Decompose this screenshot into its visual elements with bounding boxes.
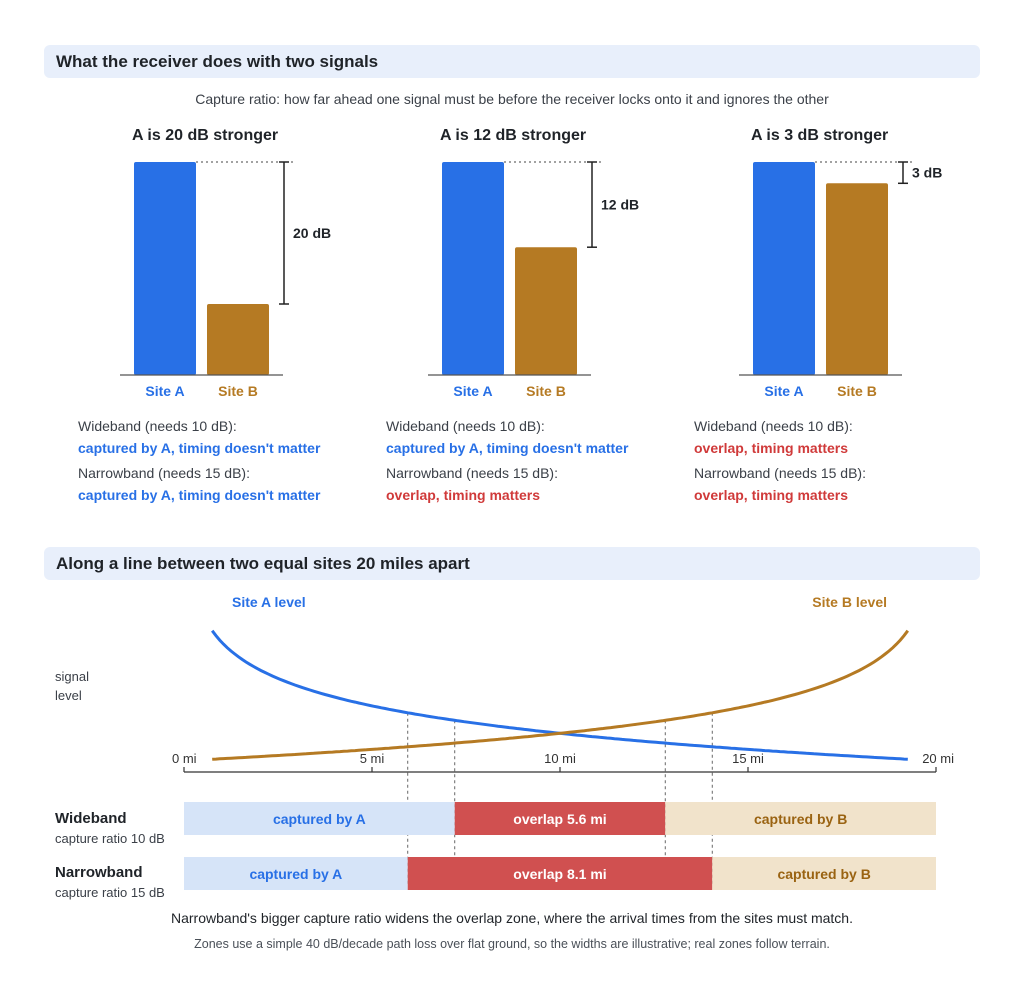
site-a-bar [134,162,196,375]
capture-ratio-subtitle: Capture ratio: how far ahead one signal must be before the receiver locks onto it and ignores the other [195,91,829,107]
site-b-label: Site B [218,383,258,399]
y-axis-label-line2: level [55,688,82,703]
zone-label: captured by B [777,866,871,882]
x-tick-label: 0 mi [172,751,197,766]
zone-label: captured by B [753,811,848,827]
band-name-narrowband: Narrowband [55,864,143,881]
wideband-result: overlap, timing matters [694,440,849,456]
site-b-bar [515,247,577,375]
site-b-level-line [212,631,908,760]
panel-bar-chart [120,150,360,410]
signal-level-chart [0,585,1024,905]
wideband-result: captured by A, timing doesn't matter [78,440,321,456]
footnote-illustrative: Zones use a simple 40 dB/decade path loss over flat ground, so the widths are illustrative; real zones follow terrain. [194,937,830,951]
section-header-line [44,547,980,580]
difference-label: 12 dB [601,196,640,213]
zone-label: captured by A [249,866,343,882]
site-a-label: Site A [764,383,804,399]
panel-bar-chart [428,150,668,410]
site-b-level-label: Site B level [812,594,887,610]
site-b-label: Site B [526,383,566,399]
site-a-bar [753,162,815,375]
x-tick-label: 5 mi [359,751,385,766]
zone-label: overlap 5.6 mi [513,811,607,827]
narrowband-label: Narrowband (needs 15 dB): [694,465,866,481]
site-a-bar [442,162,504,375]
panel-bar-chart [739,150,979,410]
band-sub-wideband: capture ratio 10 dB [55,831,165,846]
band-sub-narrowband: capture ratio 15 dB [55,885,165,900]
wideband-result: captured by A, timing doesn't matter [386,440,629,456]
narrowband-label: Narrowband (needs 15 dB): [78,465,250,481]
x-tick-label: 15 mi [732,751,764,766]
narrowband-label: Narrowband (needs 15 dB): [386,465,558,481]
wideband-label: Wideband (needs 10 dB): [78,418,237,434]
narrowband-result: overlap, timing matters [694,487,849,503]
narrowband-result: overlap, timing matters [386,487,541,503]
wideband-label: Wideband (needs 10 dB): [386,418,545,434]
difference-label: 20 dB [293,225,332,241]
x-tick-label: 20 mi [922,751,954,766]
site-b-label: Site B [837,383,877,399]
footnote-overlap: Narrowband's bigger capture ratio widens the overlap zone, where the arrival times from the sites must match. [171,910,853,926]
site-b-bar [826,183,888,375]
site-a-level-line [212,631,908,760]
site-b-bar [207,304,269,375]
section-title-line: Along a line between two equal sites 20 miles apart [56,554,470,573]
x-tick-label: 10 mi [544,751,576,766]
section-header-receiver [44,45,980,78]
site-a-level-label: Site A level [232,594,306,610]
panel-title: A is 12 dB stronger [440,127,587,144]
panel-title: A is 3 dB stronger [751,127,889,144]
difference-label: 3 dB [912,164,943,181]
narrowband-result: captured by A, timing doesn't matter [78,487,321,503]
panel-title: A is 20 dB stronger [132,127,279,144]
site-a-label: Site A [145,383,185,399]
band-name-wideband: Wideband [55,810,127,827]
zone-label: overlap 8.1 mi [513,866,607,882]
zone-label: captured by A [272,811,366,827]
wideband-label: Wideband (needs 10 dB): [694,418,853,434]
y-axis-label: signal [55,669,89,684]
section-title-receiver: What the receiver does with two signals [56,52,379,71]
site-a-label: Site A [453,383,493,399]
